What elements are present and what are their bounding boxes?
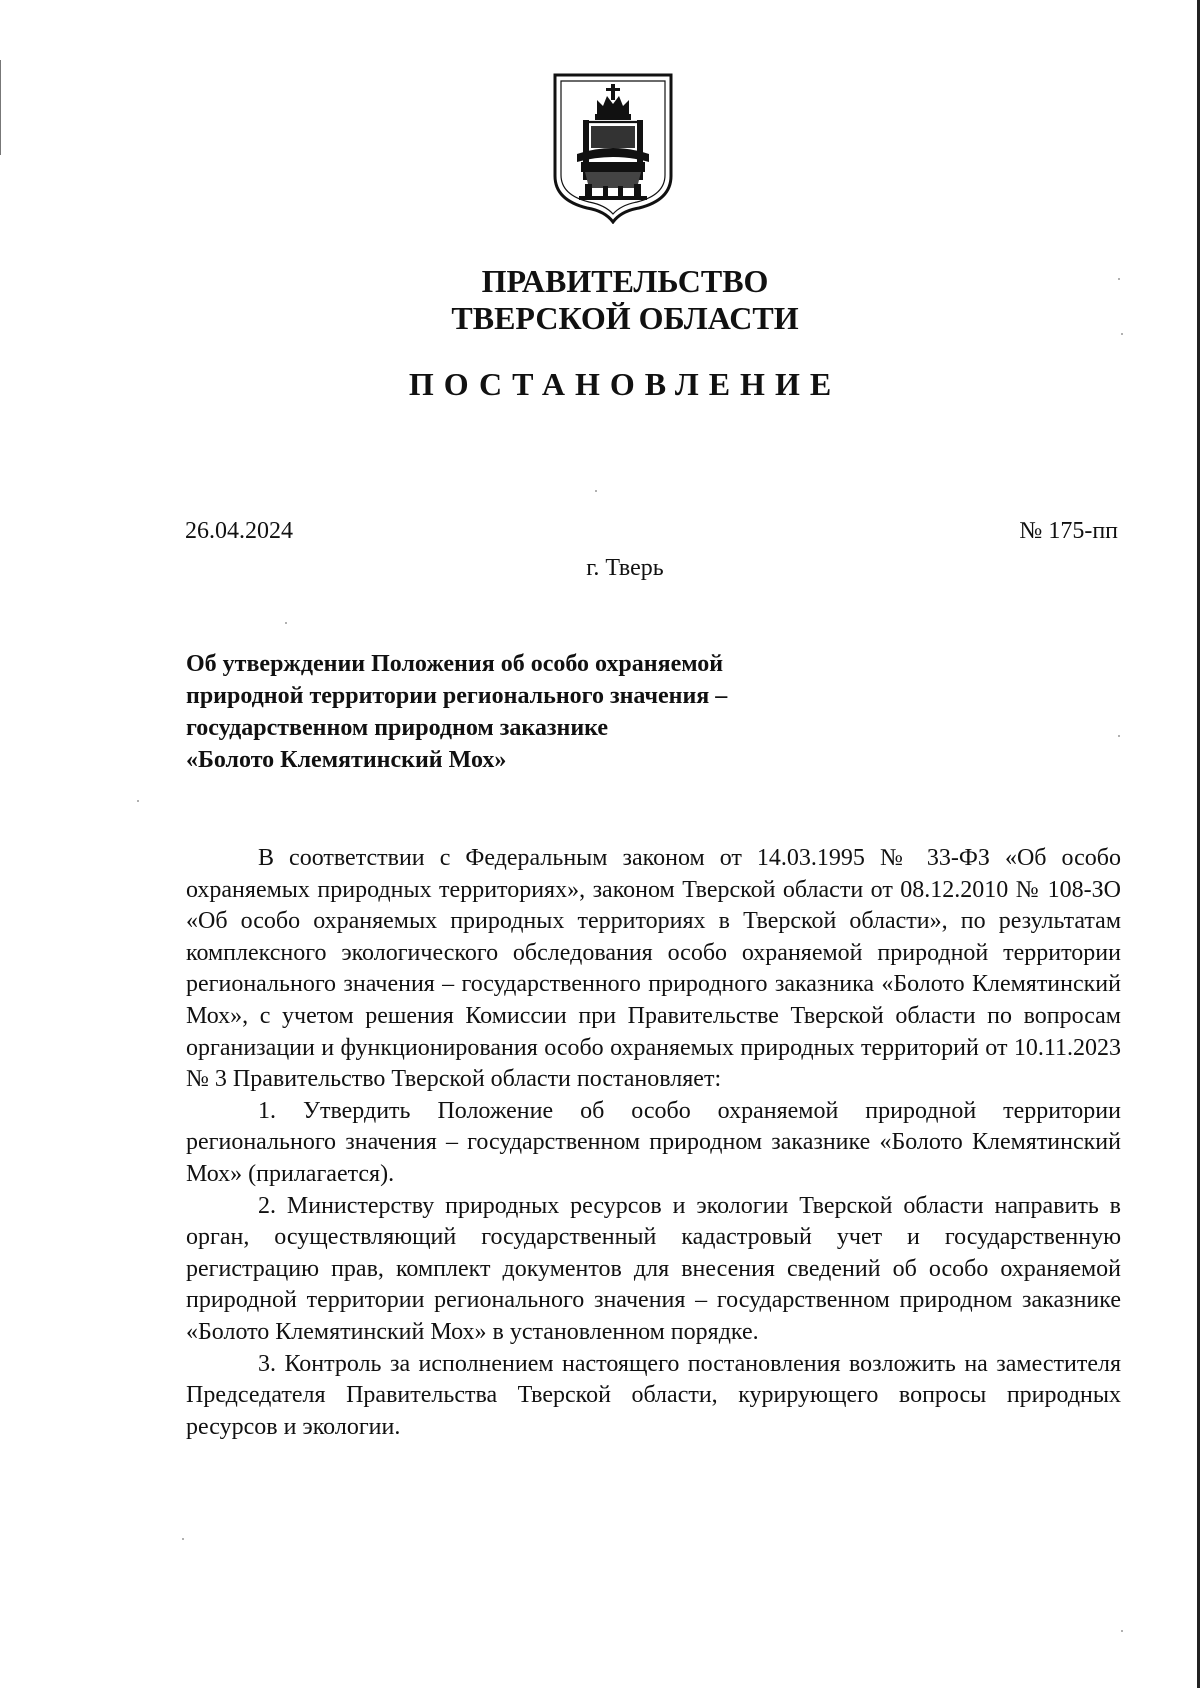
scan-speck <box>595 490 597 492</box>
subject-line: государственном природном заказнике <box>186 715 609 741</box>
org-name-line-1: ПРАВИТЕЛЬСТВО <box>481 263 769 299</box>
subject-line: природной территории регионального значения – <box>186 683 728 709</box>
scan-speck <box>182 1538 184 1540</box>
document-date: 26.04.2024 <box>185 518 293 544</box>
document-body <box>186 843 1121 1443</box>
document-number: № 175-пп <box>1019 518 1118 544</box>
document-subject <box>186 648 886 776</box>
scan-speck <box>1121 1630 1123 1632</box>
org-name-line-2: ТВЕРСКОЙ ОБЛАСТИ <box>451 300 799 336</box>
subject-line: Об утверждении Положения об особо охраняемой <box>186 651 724 677</box>
tver-region-coat-of-arms-icon <box>551 72 675 224</box>
subject-line: «Болото Клемятинский Мох» <box>186 747 507 773</box>
scan-speck <box>1118 735 1120 737</box>
body-paragraph-item-1: 1. Утвердить Положение об особо охраняемой природной территории регионального значения – государственном природном заказнике «Болото Клемятинский Мох» (прилагается). <box>186 1097 1121 1187</box>
document-city: г. Тверь <box>586 555 664 581</box>
document-type-heading: ПОСТАНОВЛЕНИЕ <box>408 366 842 402</box>
scan-speck <box>285 622 287 624</box>
scan-speck <box>137 800 139 802</box>
scan-edge-left <box>0 60 1 155</box>
body-paragraph-item-2: 2. Министерству природных ресурсов и экологии Тверской области направить в орган, осуществляющий государственный кадастровый учет и государственную регистрацию прав, комплект документов для внесения сведений об особо охраняемой природной территории регионального значения – государственном природном заказнике «Болото Клемятинский Мох» в установленном порядке. <box>186 1192 1121 1345</box>
body-paragraph-preamble: В соответствии с Федеральным законом от 14.03.1995 № 33-ФЗ «Об особо охраняемых природных территориях», законом Тверской области от 08.12.2010 № 108-ЗО «Об особо охраняемых природных территориях в Тверской области», по результатам комплексного экологического обследования особо охраняемой природной территории регионального значения – государственного природного заказника «Болото Клемятинский Мох», с учетом решения Комиссии при Правительстве Тверской области по вопросам организации и функционирования особо охраняемых природных территорий от 10.11.2023 № 3 Правительство Тверской области постановляет: <box>186 845 1121 1093</box>
body-paragraph-item-3: 3. Контроль за исполнением настоящего постановления возложить на заместителя Председателя Правительства Тверской области, курирующего вопросы природных ресурсов и экологии. <box>186 1350 1121 1440</box>
